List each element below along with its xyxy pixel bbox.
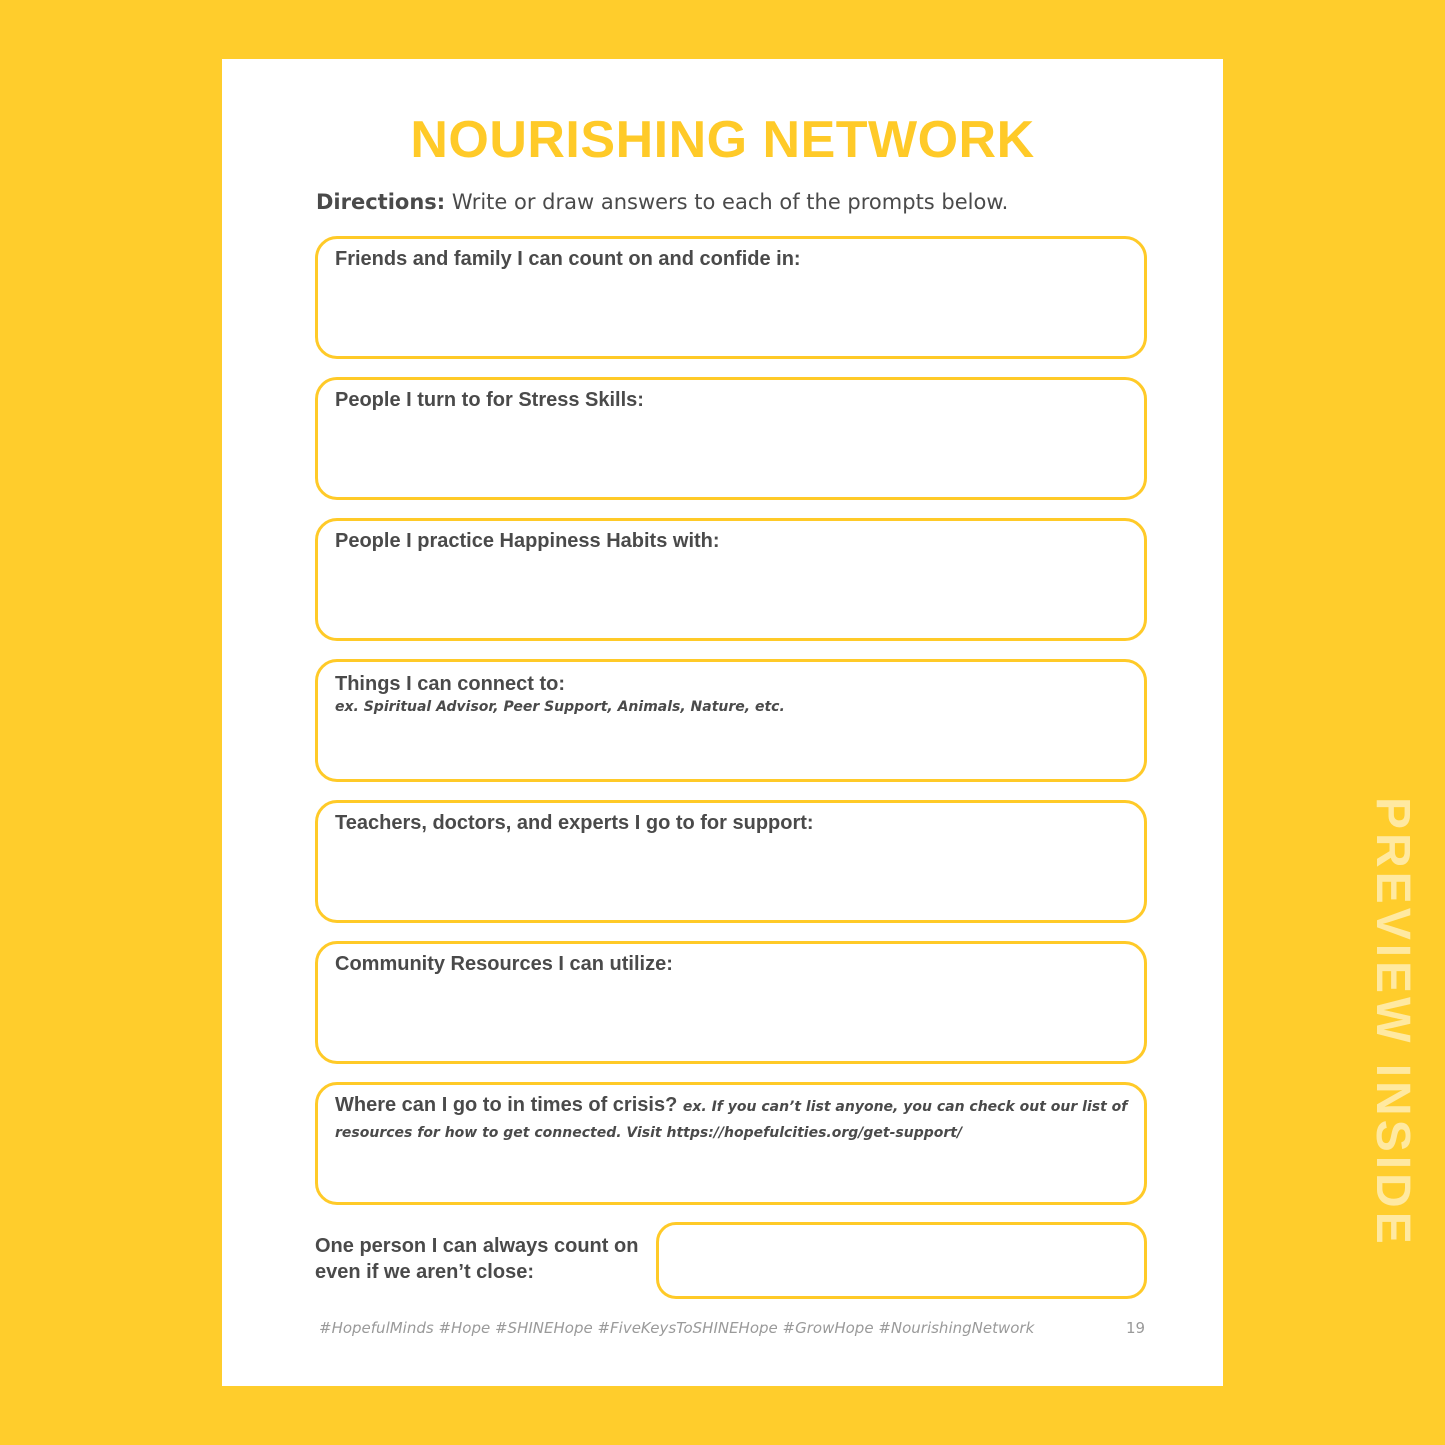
prompt-label: Community Resources I can utilize:: [335, 953, 673, 975]
prompt-hint: ex. Spiritual Advisor, Peer Support, Animals, Nature, etc.: [335, 699, 785, 715]
prompt-box-stress-skills[interactable]: [315, 377, 1147, 500]
directions-label: Directions:: [316, 190, 446, 214]
directions-text: Write or draw answers to each of the prompts below.: [445, 190, 1009, 214]
preview-banner-text: PREVIEW INSIDE: [1366, 797, 1419, 1248]
prompt-box-community-resources[interactable]: [315, 941, 1147, 1064]
page-title: NOURISHING NETWORK: [410, 111, 1035, 169]
prompt-label: Things I can connect to:: [335, 673, 566, 695]
page-number: 19: [1126, 1319, 1146, 1337]
prompt-label: [335, 1093, 1130, 1145]
prompt-box-friends-family[interactable]: [315, 236, 1147, 359]
footer-hashtags: #HopefulMinds #Hope #SHINEHope #FiveKeysToSHINEHope #GrowHope #NourishingNetwork: [319, 1319, 1035, 1337]
prompt-box-things-connect[interactable]: [315, 659, 1147, 782]
preview-banner: [1362, 797, 1422, 1386]
prompt-box-teachers-doctors[interactable]: [315, 800, 1147, 923]
one-person-label: One person I can always count on even if we aren’t close:: [315, 1235, 639, 1283]
crisis-hint: ex. If you can’t list anyone, you can check out our list of resources for how to get connected. Visit https://hopefulcities.org/get-support/: [335, 1099, 1128, 1141]
prompt-box-crisis[interactable]: [315, 1082, 1147, 1205]
prompt-box-happiness-habits[interactable]: [315, 518, 1147, 641]
crisis-question: Where can I go to in times of crisis?: [335, 1094, 678, 1116]
one-person-answer-box[interactable]: [656, 1222, 1147, 1299]
directions: [316, 187, 1008, 217]
prompt-label: Friends and family I can count on and confide in:: [335, 248, 801, 270]
prompt-label: Teachers, doctors, and experts I go to for support:: [335, 812, 814, 834]
prompt-label: People I turn to for Stress Skills:: [335, 389, 644, 411]
prompt-label: People I practice Happiness Habits with:: [335, 530, 720, 552]
